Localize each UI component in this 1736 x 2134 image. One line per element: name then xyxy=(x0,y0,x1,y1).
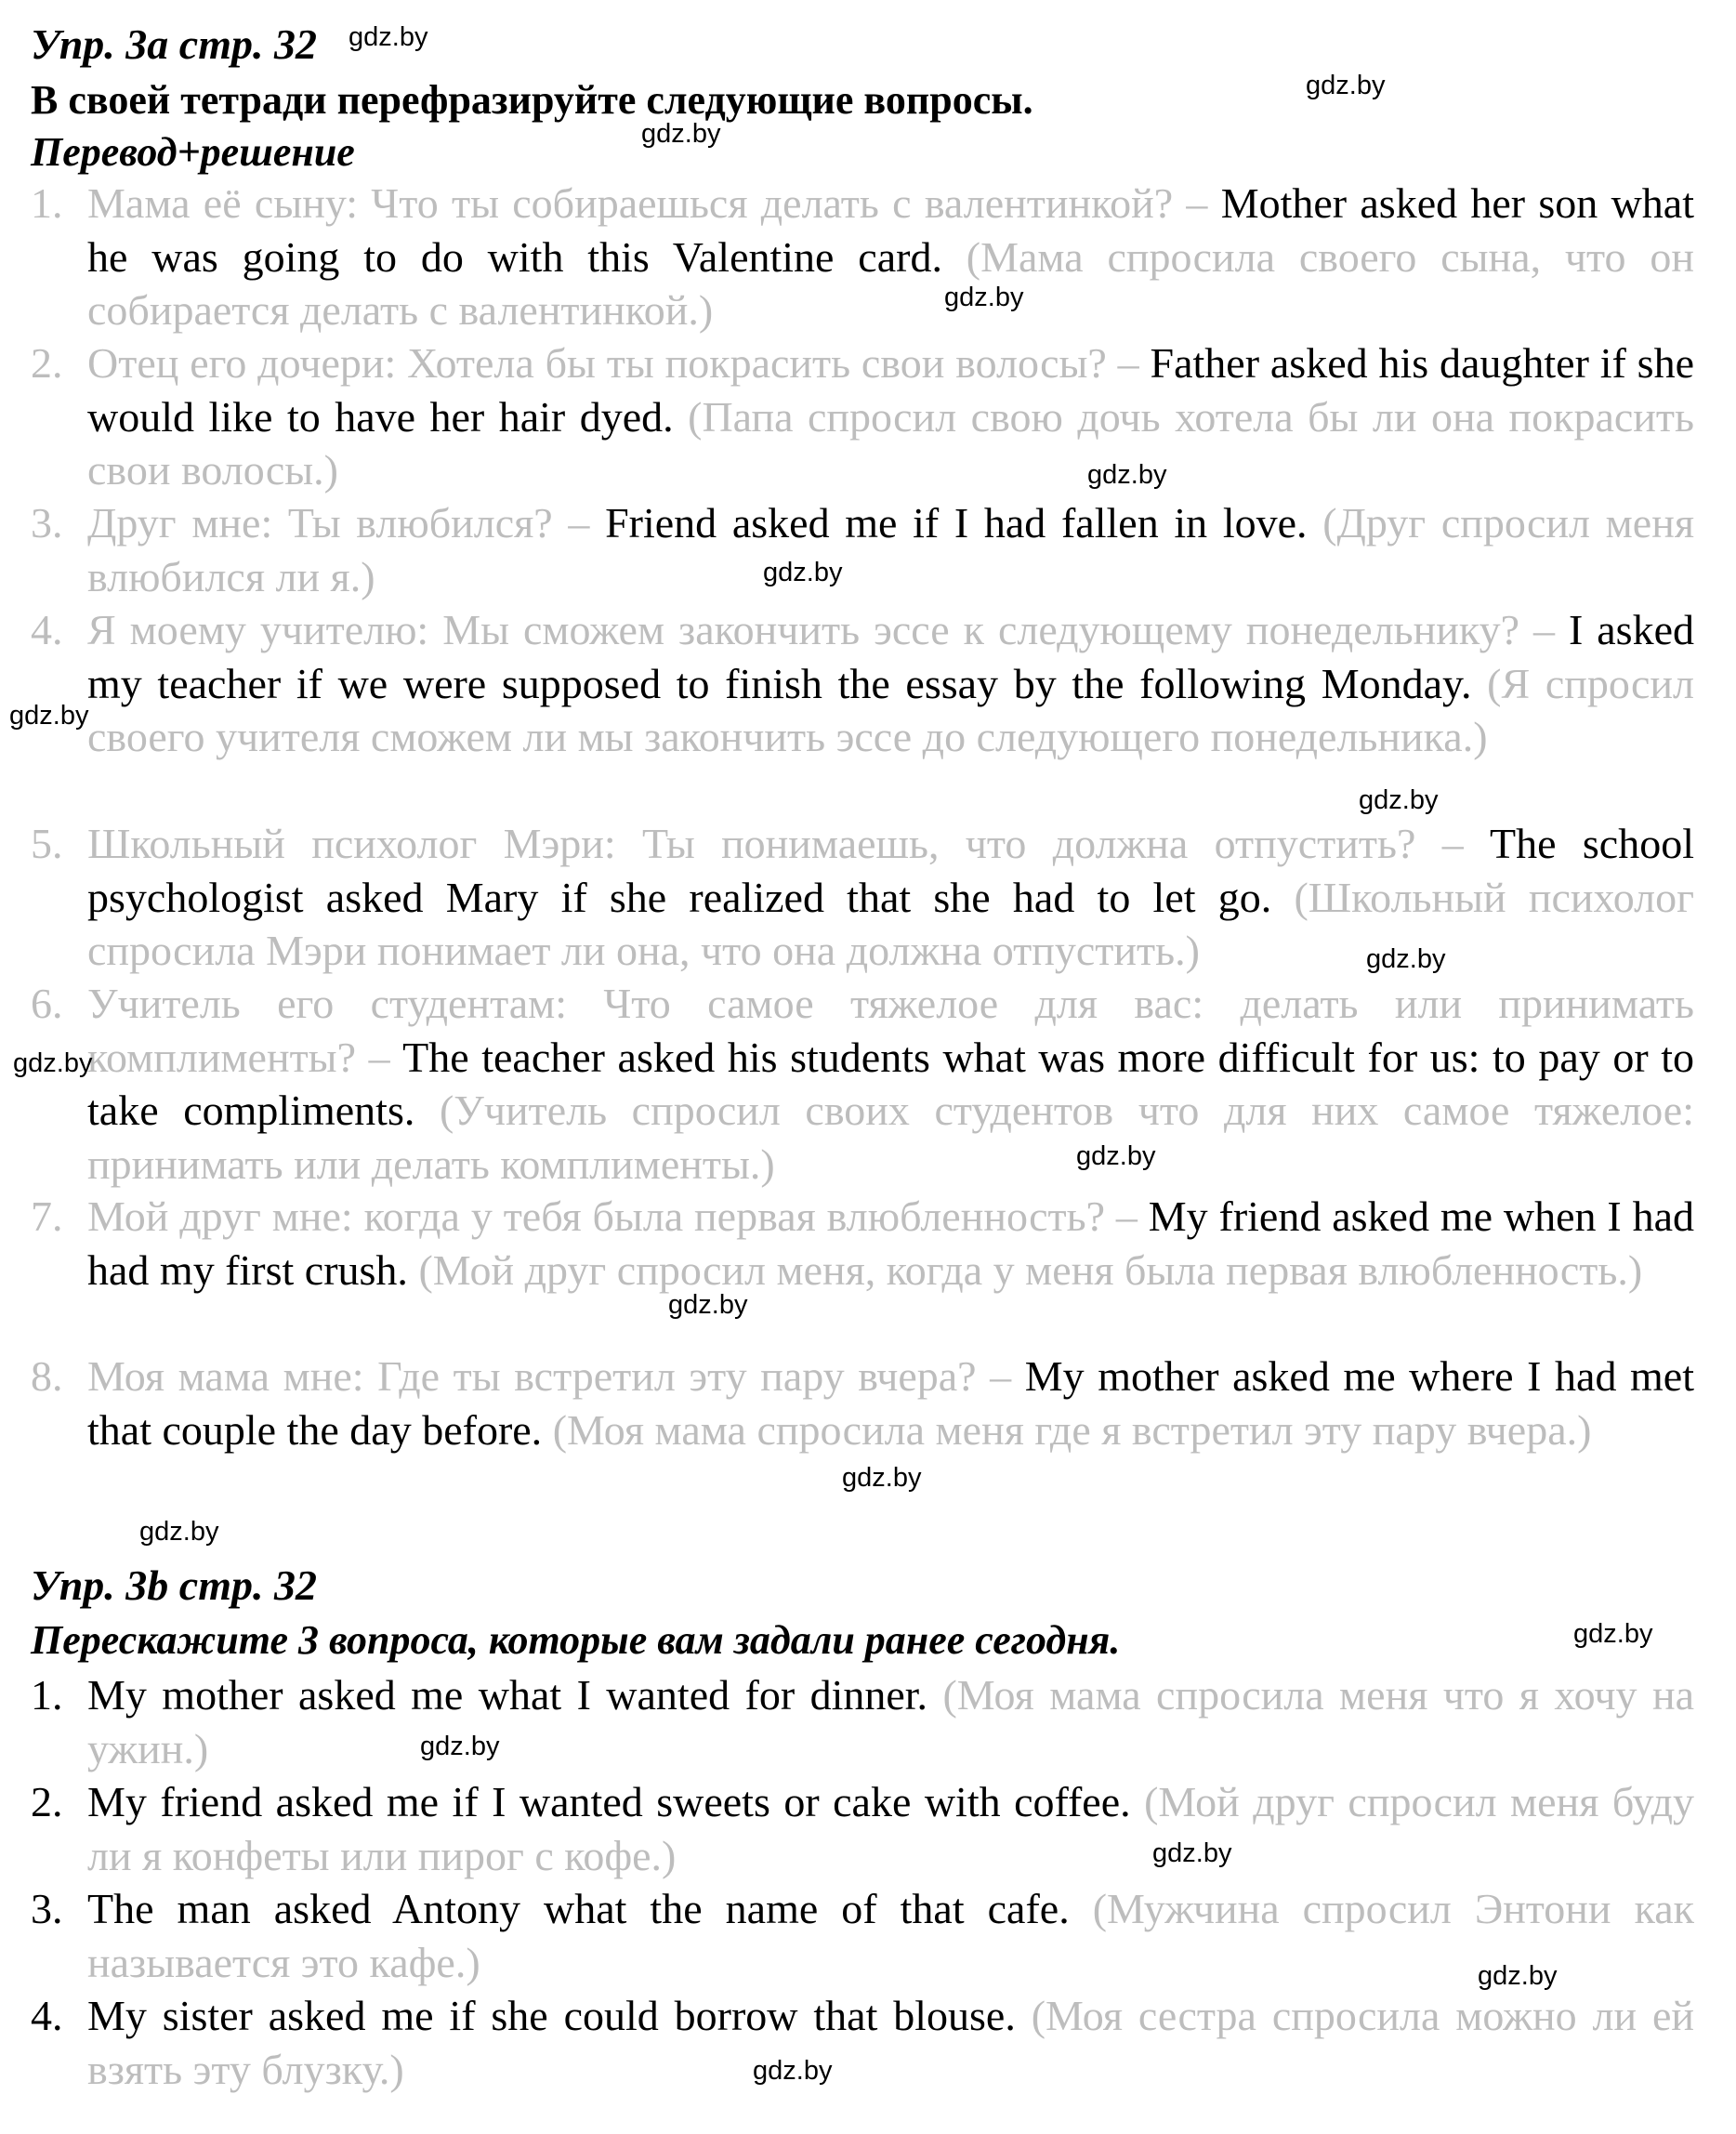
watermark-text: gdz.by xyxy=(1087,460,1167,490)
watermark-text: gdz.by xyxy=(1152,1838,1232,1868)
item-answer: The school psychologist asked Mary if she realized that she had to let go. xyxy=(87,820,1694,921)
watermark-text: gdz.by xyxy=(753,2056,833,2086)
watermark-text: gdz.by xyxy=(139,1517,219,1547)
item-answer: The teacher asked his students what was more difficult for us: to pay or to take compliments. xyxy=(87,1033,1694,1134)
item-translation: (Мой друг спросил меня, когда у меня была первая влюбленность.) xyxy=(407,1245,1643,1294)
list-item xyxy=(31,603,1694,764)
list-item xyxy=(31,977,1694,1191)
item-question: Школьный психолог Мэри: Ты понимаешь, что должна отпустить? – xyxy=(87,820,1491,867)
list-item xyxy=(31,1350,1694,1456)
item-number: 4. xyxy=(31,1992,63,2039)
section-a-subtitle: Перевод+решение xyxy=(31,129,355,175)
list-item xyxy=(31,1989,1694,2096)
item-translation: (Школьный психолог спросила Мэри понимает ли она, что она должна отпустить.) xyxy=(87,873,1694,974)
item-translation: (Я спросил своего учителя сможем ли мы закончить эссе до следующего понедельника.) xyxy=(87,659,1694,760)
watermark-text: gdz.by xyxy=(668,1290,748,1320)
section-a-title: Упр. 3a стр. 32 xyxy=(31,20,318,68)
item-translation: (Моя сестра спросила можно ли ей взять эту блузку.) xyxy=(87,1992,1695,2093)
item-translation: (Папа спросил свою дочь хотела бы ли она покрасить свои волосы.) xyxy=(87,392,1695,494)
item-answer: The man asked Antony what the name of that cafe. xyxy=(87,1885,1070,1932)
item-number: 1. xyxy=(31,1671,63,1719)
watermark-text: gdz.by xyxy=(349,22,428,52)
item-translation: (Моя мама спросила меня где я встретил эту пару вчера.) xyxy=(542,1405,1592,1454)
item-question: Учитель его студентам: Что самое тяжелое для вас: делать или принимать комплименты? – xyxy=(87,980,1694,1081)
section-a-instruction: В своей тетради перефразируйте следующие вопросы. xyxy=(31,77,1033,123)
list-item xyxy=(31,336,1694,497)
watermark-text: gdz.by xyxy=(1366,944,1446,974)
item-number: 8. xyxy=(31,1352,63,1400)
item-question: Я моему учителю: Мы сможем закончить эссе к следующему понедельнику? – xyxy=(87,606,1569,653)
item-answer: Mother asked her son what he was going to do with this Valentine card. xyxy=(87,179,1694,281)
watermark-text: gdz.by xyxy=(13,1048,93,1078)
item-answer: My friend asked me if I wanted sweets or cake with coffee. xyxy=(87,1778,1131,1825)
watermark-text: gdz.by xyxy=(420,1732,500,1761)
watermark-text: gdz.by xyxy=(1076,1141,1156,1171)
section-b-title: Упр. 3b стр. 32 xyxy=(31,1561,318,1609)
item-question: Мама её сыну: Что ты собираешься делать с валентинкой? – xyxy=(87,179,1221,227)
item-answer: My mother asked me what I wanted for dinner. xyxy=(87,1671,928,1719)
list-item xyxy=(31,1668,1694,1775)
item-question: Мой друг мне: когда у тебя была первая влюбленность? – xyxy=(87,1192,1149,1240)
item-number: 3. xyxy=(31,499,63,547)
item-number: 6. xyxy=(31,980,63,1027)
list-item xyxy=(31,496,1694,603)
item-number: 7. xyxy=(31,1192,63,1240)
list-item xyxy=(31,1190,1694,1297)
item-translation: (Друг спросил меня влюбился ли я.) xyxy=(87,499,1694,600)
item-answer: Friend asked me if I had fallen in love. xyxy=(605,499,1308,547)
item-number: 5. xyxy=(31,820,63,867)
item-number: 2. xyxy=(31,339,63,387)
watermark-text: gdz.by xyxy=(1478,1961,1558,1991)
watermark-text: gdz.by xyxy=(842,1463,922,1493)
item-number: 1. xyxy=(31,179,63,227)
item-number: 2. xyxy=(31,1778,63,1825)
item-answer: My mother asked me where I had met that couple the day before. xyxy=(87,1352,1694,1454)
item-answer: My friend asked me when I had had my first crush. xyxy=(87,1192,1694,1294)
watermark-text: gdz.by xyxy=(641,119,721,149)
watermark-text: gdz.by xyxy=(9,701,89,731)
item-answer: I asked my teacher if we were supposed to finish the essay by the following Monday. xyxy=(87,606,1694,707)
item-translation: (Мама спросила своего сына, что он собирается делать с валентинкой.) xyxy=(87,232,1695,334)
watermark-text: gdz.by xyxy=(1359,785,1439,815)
item-question: Моя мама мне: Где ты встретил эту пару вчера? – xyxy=(87,1352,1025,1400)
item-translation: (Мой друг спросил меня буду ли я конфеты или пирог с кофе.) xyxy=(87,1778,1694,1879)
item-translation: (Моя мама спросила меня что я хочу на ужин.) xyxy=(87,1671,1694,1772)
watermark-text: gdz.by xyxy=(763,558,843,587)
list-item xyxy=(31,1775,1694,1882)
section-b-instruction: Перескажите 3 вопроса, которые вам задали ранее сегодня. xyxy=(31,1617,1121,1663)
watermark-text: gdz.by xyxy=(1306,71,1386,100)
item-answer: Father asked his daughter if she would like to have her hair dyed. xyxy=(87,339,1694,441)
item-number: 3. xyxy=(31,1885,63,1932)
item-answer: My sister asked me if she could borrow that blouse. xyxy=(87,1992,1016,2039)
item-translation: (Мужчина спросил Энтони как называется это кафе.) xyxy=(87,1885,1694,1986)
item-question: Друг мне: Ты влюбился? – xyxy=(87,499,606,547)
watermark-text: gdz.by xyxy=(1573,1619,1653,1649)
watermark-text: gdz.by xyxy=(944,283,1024,312)
item-question: Отец его дочери: Хотела бы ты покрасить свои волосы? – xyxy=(87,339,1151,387)
list-item xyxy=(31,1882,1694,1989)
item-translation: (Учитель спросил своих студентов что для них самое тяжелое: принимать или делать комплименты.) xyxy=(87,1087,1694,1188)
item-number: 4. xyxy=(31,606,63,653)
list-item xyxy=(31,177,1694,337)
